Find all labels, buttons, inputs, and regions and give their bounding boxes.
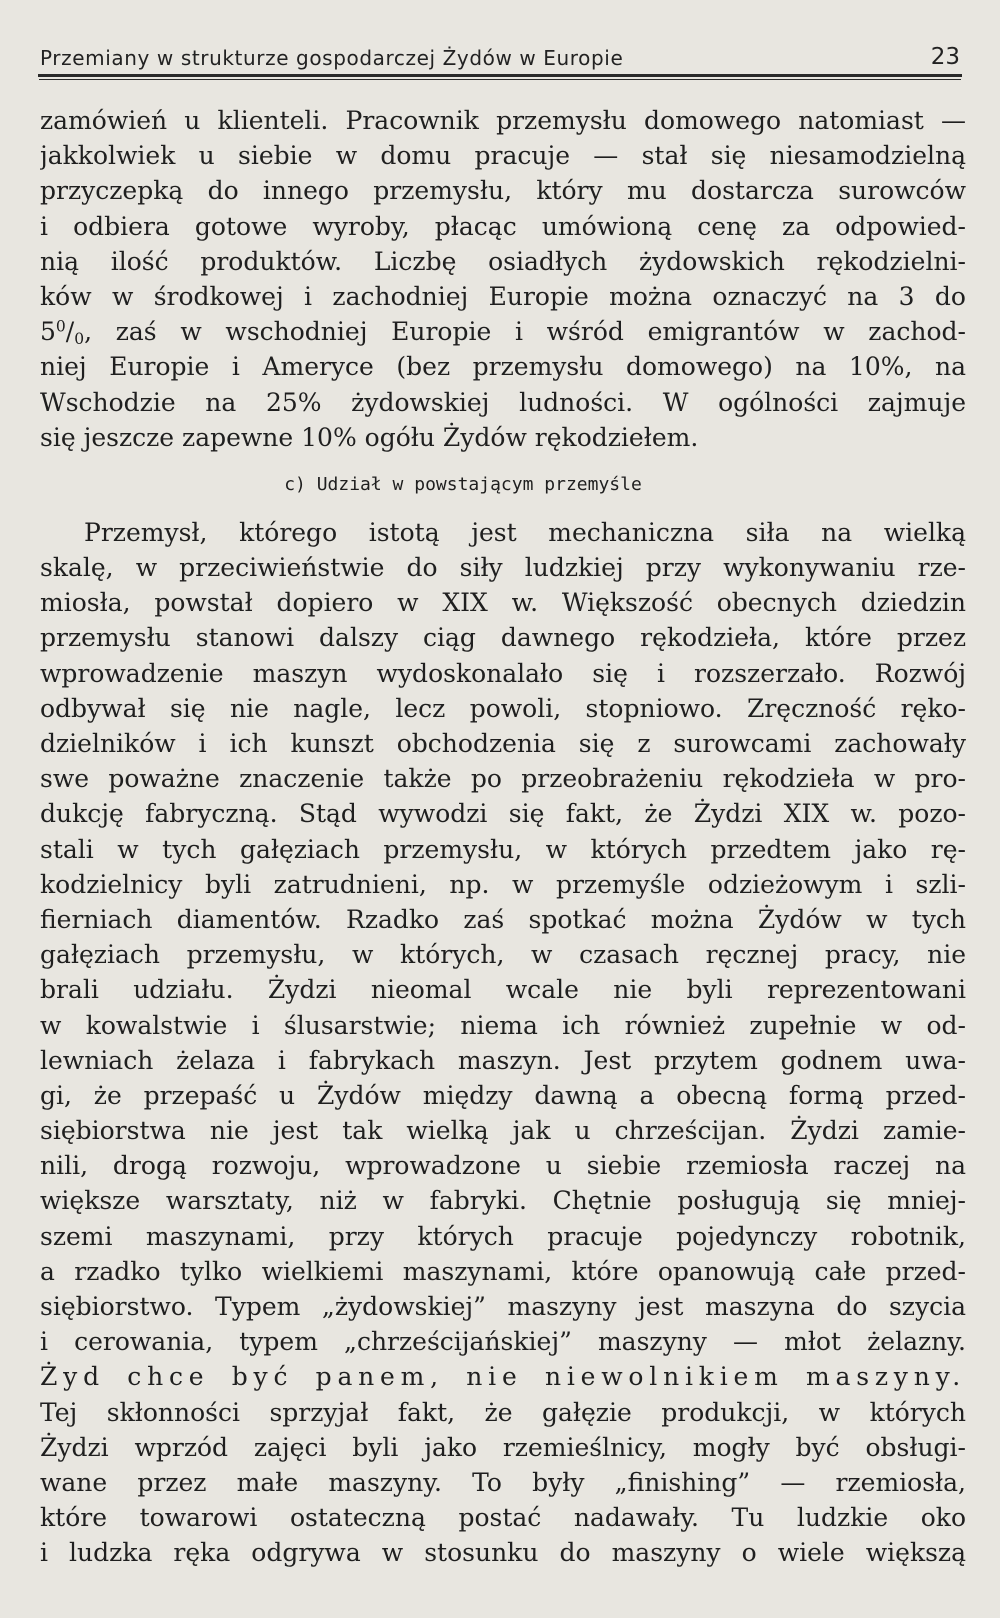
percent-superscript: 0 xyxy=(55,317,66,336)
text-line: skalę, w przeciwieństwie do siły ludzkiej przy wykonywaniu rze- xyxy=(40,553,966,583)
paragraph-1 xyxy=(40,103,966,455)
text-line: przyczepką do innego przemysłu, który mu dostarcza surowców xyxy=(40,176,966,206)
running-title: Przemiany w strukturze gospodarczej Żydów w Europie xyxy=(40,46,624,70)
text-line: odbywał się nie nagle, lecz powoli, stopniowo. Zręczność ręko- xyxy=(40,693,966,723)
text-line: nili, drogą rozwoju, wprowadzone u siebie rzemiosła raczej na xyxy=(40,1151,966,1181)
text-line: siębiorstwa nie jest tak wielką jak u chrześcijan. Żydzi zamie- xyxy=(40,1116,966,1146)
text-line: Żydzi wprzód zajęci byli jako rzemieślnicy, mogły być obsługi- xyxy=(40,1432,966,1462)
text-line: siębiorstwo. Typem „żydowskiej” maszyny jest maszyna do szycia xyxy=(40,1292,966,1321)
text-line: fierniach diamentów. Rzadko zaś spotkać można Żydów w tych xyxy=(40,904,966,934)
text-line: lewniach żelaza i fabrykach maszyn. Jest przytem godnem uwa- xyxy=(40,1045,966,1075)
text-line: gi, że przepaść u Żydów między dawną a obecną formą przed- xyxy=(40,1080,966,1110)
text-line: Wschodzie na 25% żydowskiej ludności. W ogólności zajmuje xyxy=(40,387,966,417)
page-number: 23 xyxy=(930,44,960,70)
text-line: ków w środkowej i zachodniej Europie można oznaczyć na 3 do xyxy=(40,281,966,311)
page-header xyxy=(40,40,960,70)
text-line: wane przez małe maszyny. To były „finishing” — rzemiosła, xyxy=(40,1467,966,1497)
text-line: jakkolwiek u siebie w domu pracuje — stał się niesamodzielną xyxy=(40,141,966,171)
text-line: stali w tych gałęziach przemysłu, w których przedtem jako rę- xyxy=(40,834,966,864)
text-line: większe warsztaty, niż w fabryki. Chętnie posługują się mniej- xyxy=(40,1186,966,1216)
text-line: i cerowania, typem „chrześcijańskiej” maszyny — młot żelazny. xyxy=(40,1327,966,1357)
text-line: Przemysł, którego istotą jest mechaniczna siła na wielką xyxy=(84,517,966,547)
header-rule xyxy=(38,74,962,77)
text-line: miosła, powstał dopiero w XIX w. Większość obecnych dziedzin xyxy=(40,588,966,618)
text-line: kodzielnicy byli zatrudnieni, np. w przemyśle odzieżowym i szli- xyxy=(40,869,966,899)
text-line: szemi maszynami, przy których pracuje pojedynczy robotnik, xyxy=(40,1221,966,1251)
text-line: gałęziach przemysłu, w których, w czasach ręcznej pracy, nie xyxy=(40,940,966,970)
text-line: $5^0/_0$, zaś w wschodniej Europie i wśród emigrantów w zachod- xyxy=(40,317,966,348)
line-7-rest: , zaś w wschodniej Europie i wśród emigrantów w zachod- xyxy=(84,317,966,347)
text-line: dukcję fabryczną. Stąd wywodzi się fakt, że Żydzi XIX w. pozo- xyxy=(40,799,966,829)
text-line: nią ilość produktów. Liczbę osiadłych żydowskich rękodzielni- xyxy=(40,246,966,276)
text-line: które towarowi ostateczną postać nadawały. Tu ludzkie oko xyxy=(40,1503,966,1533)
body-text xyxy=(40,103,966,1571)
text-line: dzielników i ich kunszt obchodzenia się z surowcami zachowały xyxy=(40,729,966,758)
text-line: swe poważne znaczenie także po przeobrażeniu rękodzieła w pro- xyxy=(40,764,966,794)
section-subheading: c) Udział w powstającym przemyśle xyxy=(284,473,642,495)
line-7-number: 5 xyxy=(40,317,56,347)
text-line: i odbiera gotowe wyroby, płacąc umówioną cenę za odpowied- xyxy=(40,211,966,241)
percent-subscript: 0 xyxy=(74,330,85,348)
text-line: zamówień u klienteli. Pracownik przemysłu domowego natomiast — xyxy=(40,106,966,135)
text-line: a rzadko tylko wielkiemi maszynami, które opanowują całe przed- xyxy=(40,1256,966,1286)
text-line: wprowadzenie maszyn wydoskonalało się i rozszerzało. Rozwój xyxy=(40,658,966,688)
text-line: brali udziału. Żydzi nieomal wcale nie byli reprezentowani xyxy=(40,975,966,1005)
emphasized-line: Żyd chce być panem, nie niewolnikiem maszyny. xyxy=(40,1362,966,1392)
text-line: Tej skłonności sprzyjał fakt, że gałęzie produkcji, w których xyxy=(40,1397,966,1427)
text-line: się jeszcze zapewne 10% ogółu Żydów rękodziełem. xyxy=(40,422,699,452)
text-line: przemysłu stanowi dalszy ciąg dawnego rękodzieła, które przez xyxy=(40,623,966,653)
text-line: niej Europie i Ameryce (bez przemysłu domowego) na 10%, na xyxy=(40,352,966,382)
text-line: w kowalstwie i ślusarstwie; niema ich również zupełnie w od- xyxy=(40,1010,966,1040)
paragraph-2 xyxy=(40,515,966,1571)
text-line: i ludzka ręka odgrywa w stosunku do maszyny o wiele większą xyxy=(40,1538,966,1568)
